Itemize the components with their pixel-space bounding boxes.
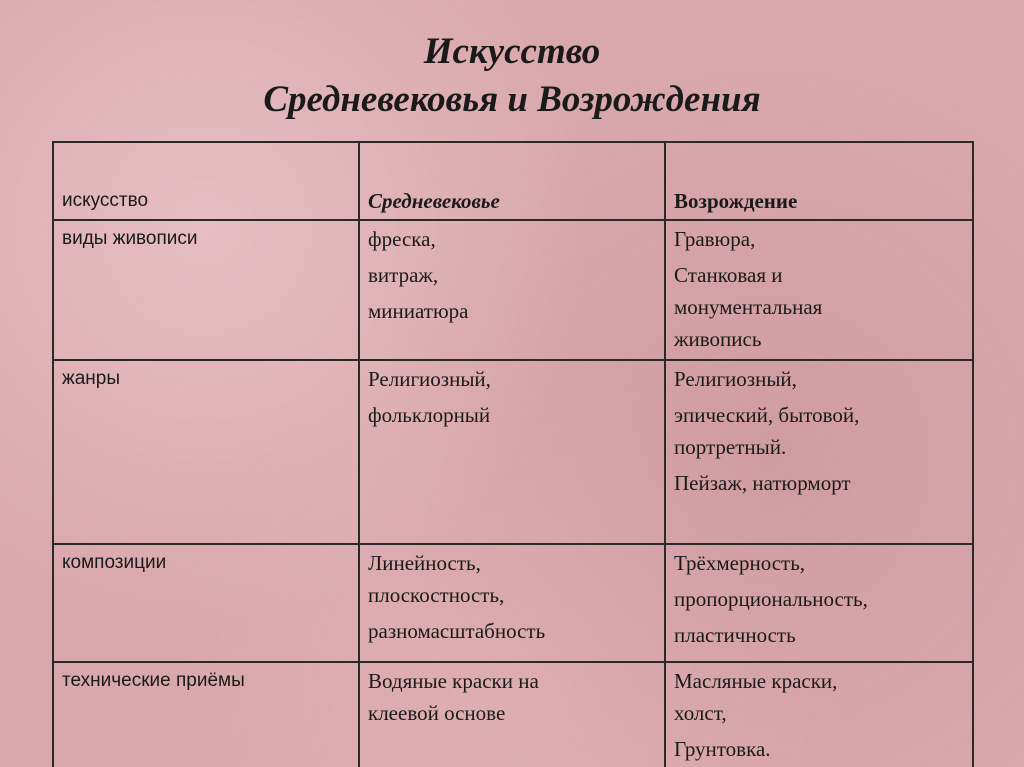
cell-line: холст, <box>674 701 727 725</box>
cell-line: Религиозный, <box>368 367 491 391</box>
cell-line: фреска, <box>368 227 436 251</box>
cell-line: портретный. <box>674 435 787 459</box>
cell-line: витраж, <box>368 263 439 287</box>
medieval-cell <box>359 360 665 544</box>
medieval-cell <box>359 662 665 767</box>
row-label: виды живописи <box>53 220 359 360</box>
renaissance-cell <box>665 220 973 360</box>
table-row-genres <box>53 360 973 544</box>
cell-line: Масляные краски, <box>674 669 838 693</box>
cell-line: пластичность <box>674 623 796 647</box>
cell-line: эпический, бытовой, <box>674 403 860 427</box>
medieval-cell <box>359 220 665 360</box>
cell-line: разномасштабность <box>368 619 546 643</box>
cell-line: Станковая и <box>674 263 783 287</box>
header-medieval: Средневековье <box>359 142 665 220</box>
cell-line: Пейзаж, натюрморт <box>674 471 851 495</box>
cell-line: клеевой основе <box>368 701 506 725</box>
cell-line: Линейность, <box>368 551 481 575</box>
cell-line: живопись <box>674 327 762 351</box>
row-label: композиции <box>53 544 359 662</box>
table-row-composition <box>53 544 973 662</box>
table-row-painting-types <box>53 220 973 360</box>
cell-line: Грунтовка. <box>674 737 771 761</box>
slide-title <box>0 28 1024 124</box>
cell-line: Трёхмерность, <box>674 551 806 575</box>
medieval-cell <box>359 544 665 662</box>
renaissance-cell <box>665 360 973 544</box>
cell-line: монументальная <box>674 295 823 319</box>
cell-line: Религиозный, <box>674 367 797 391</box>
cell-line: пропорциональность, <box>674 587 868 611</box>
cell-line: Водяные краски на <box>368 669 539 693</box>
cell-line: фольклорный <box>368 403 491 427</box>
cell-line: миниатюра <box>368 299 469 323</box>
header-renaissance: Возрождение <box>665 142 973 220</box>
header-art: искусство <box>53 142 359 220</box>
row-label: жанры <box>53 360 359 544</box>
comparison-table <box>52 141 974 767</box>
slide-title-line-2: Средневековья и Возрождения <box>263 79 761 120</box>
renaissance-cell <box>665 662 973 767</box>
cell-line: плоскостность, <box>368 583 505 607</box>
cell-line: Гравюра, <box>674 227 756 251</box>
slide-title-line-1: Искусство <box>423 31 601 72</box>
renaissance-cell <box>665 544 973 662</box>
table-header-row <box>53 142 973 220</box>
row-label: технические приёмы <box>53 662 359 767</box>
table-row-techniques <box>53 662 973 767</box>
